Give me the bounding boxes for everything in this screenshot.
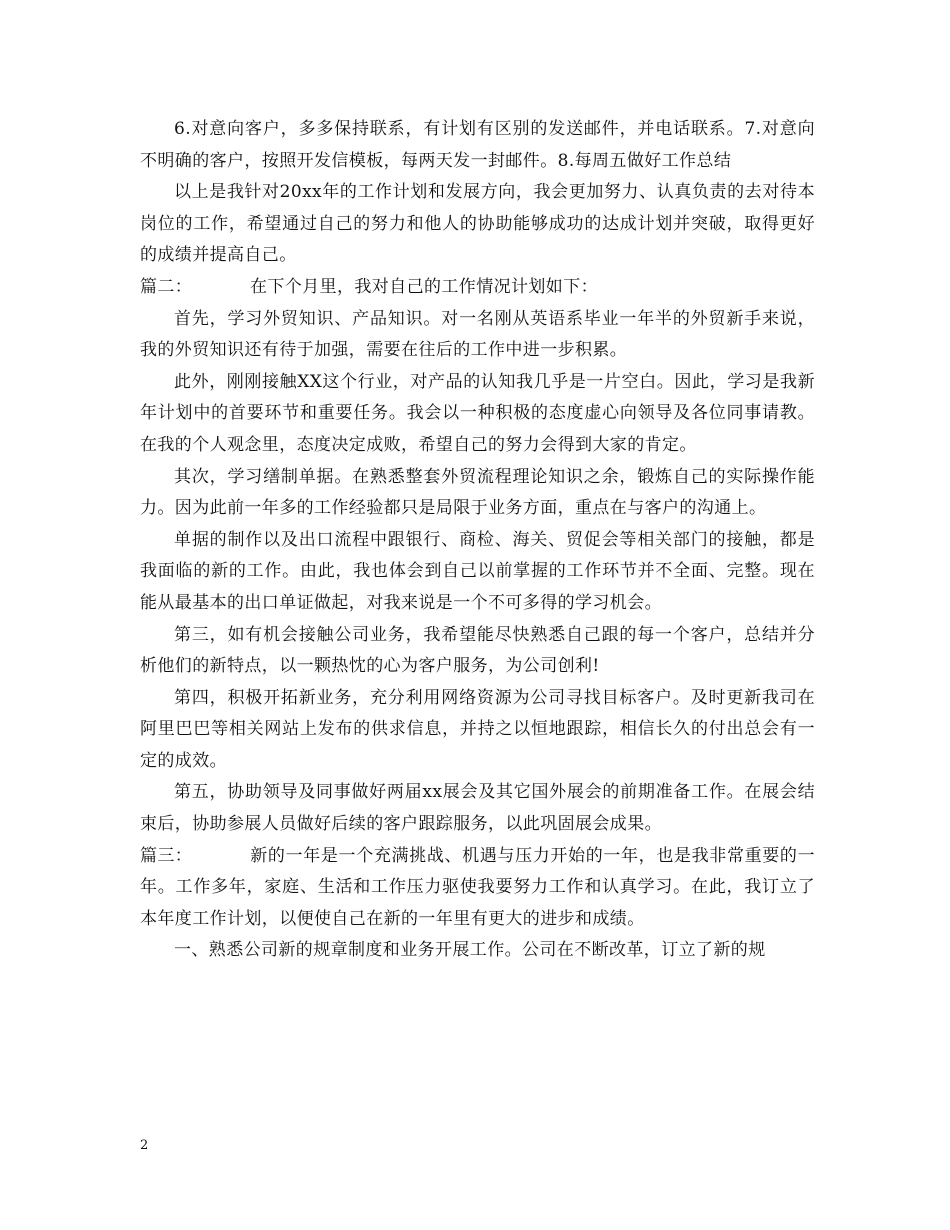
- paragraph-4: [140, 304, 815, 367]
- document-body: [140, 114, 815, 967]
- paragraph-text: 新的一年是一个充满挑战、机遇与压力开始的一年，也是我非常重要的一年。工作多年，家庭、生活和工作压力驱使我要努力工作和认真学习。在此，我订立了本年度工作计划，以便使自己在新的一年里有更大的进步和成绩。: [140, 845, 815, 929]
- paragraph-12: [140, 935, 815, 967]
- paragraph-1: [140, 114, 815, 177]
- paragraph-9: [140, 683, 815, 778]
- section-two-intro: [140, 272, 815, 304]
- paragraph-2: [140, 177, 815, 272]
- section-three-intro: [140, 841, 815, 936]
- section-label: 篇三：: [140, 845, 193, 866]
- paragraph-5: [140, 367, 815, 462]
- paragraph-text: 第三，如有机会接触公司业务，我希望能尽快熟悉自己跟的每一个客户，总结并分析他们的新特点，以一颗热忱的心为客户服务，为公司创利!: [140, 624, 815, 677]
- paragraph-text: 在下个月里，我对自己的工作情况计划如下：: [250, 276, 598, 297]
- paragraph-7: [140, 525, 815, 620]
- page-number: 2: [140, 1138, 149, 1153]
- paragraph-text: 此外，刚刚接触XX这个行业，对产品的认知我几乎是一片空白。因此，学习是我新年计划中的首要环节和重要任务。我会以一种积极的态度虚心向领导及各位同事请教。在我的个人观念里，态度决定成败，希望自己的努力会得到大家的肯定。: [140, 371, 815, 455]
- paragraph-8: [140, 620, 815, 683]
- paragraph-text: 单据的制作以及出口流程中跟银行、商检、海关、贸促会等相关部门的接触，都是我面临的新的工作。由此，我也体会到自己以前掌握的工作环节并不全面、完整。现在能从最基本的出口单证做起，对我来说是一个不可多得的学习机会。: [140, 529, 815, 613]
- paragraph-text: 第四，积极开拓新业务，充分利用网络资源为公司寻找目标客户。及时更新我司在阿里巴巴等相关网站上发布的供求信息，并持之以恒地跟踪，相信长久的付出总会有一定的成效。: [140, 687, 815, 771]
- paragraph-text: 6.对意向客户，多多保持联系，有计划有区别的发送邮件，并电话联系。7.对意向不明确的客户，按照开发信模板，每两天发一封邮件。8.每周五做好工作总结: [140, 119, 815, 171]
- paragraph-text: 首先，学习外贸知识、产品知识。对一名刚从英语系毕业一年半的外贸新手来说，我的外贸知识还有待于加强，需要在往后的工作中进一步积累。: [140, 308, 815, 361]
- section-label: 篇二：: [140, 276, 193, 297]
- paragraph-text: 其次，学习缮制单据。在熟悉整套外贸流程理论知识之余，锻炼自己的实际操作能力。因为此前一年多的工作经验都只是局限于业务方面，重点在与客户的沟通上。: [140, 466, 815, 519]
- paragraph-6: [140, 462, 815, 525]
- paragraph-text: 以上是我针对20xx年的工作计划和发展方向，我会更加努力、认真负责的去对待本岗位的工作，希望通过自己的努力和他人的协助能够成功的达成计划并突破，取得更好的成绩并提高自己。: [140, 182, 815, 266]
- paragraph-text: 一、熟悉公司新的规章制度和业务开展工作。公司在不断改革，订立了新的规: [174, 940, 766, 961]
- paragraph-text: 第五，协助领导及同事做好两届xx展会及其它国外展会的前期准备工作。在展会结束后，协助参展人员做好后续的客户跟踪服务，以此巩固展会成果。: [140, 782, 815, 835]
- paragraph-10: [140, 777, 815, 840]
